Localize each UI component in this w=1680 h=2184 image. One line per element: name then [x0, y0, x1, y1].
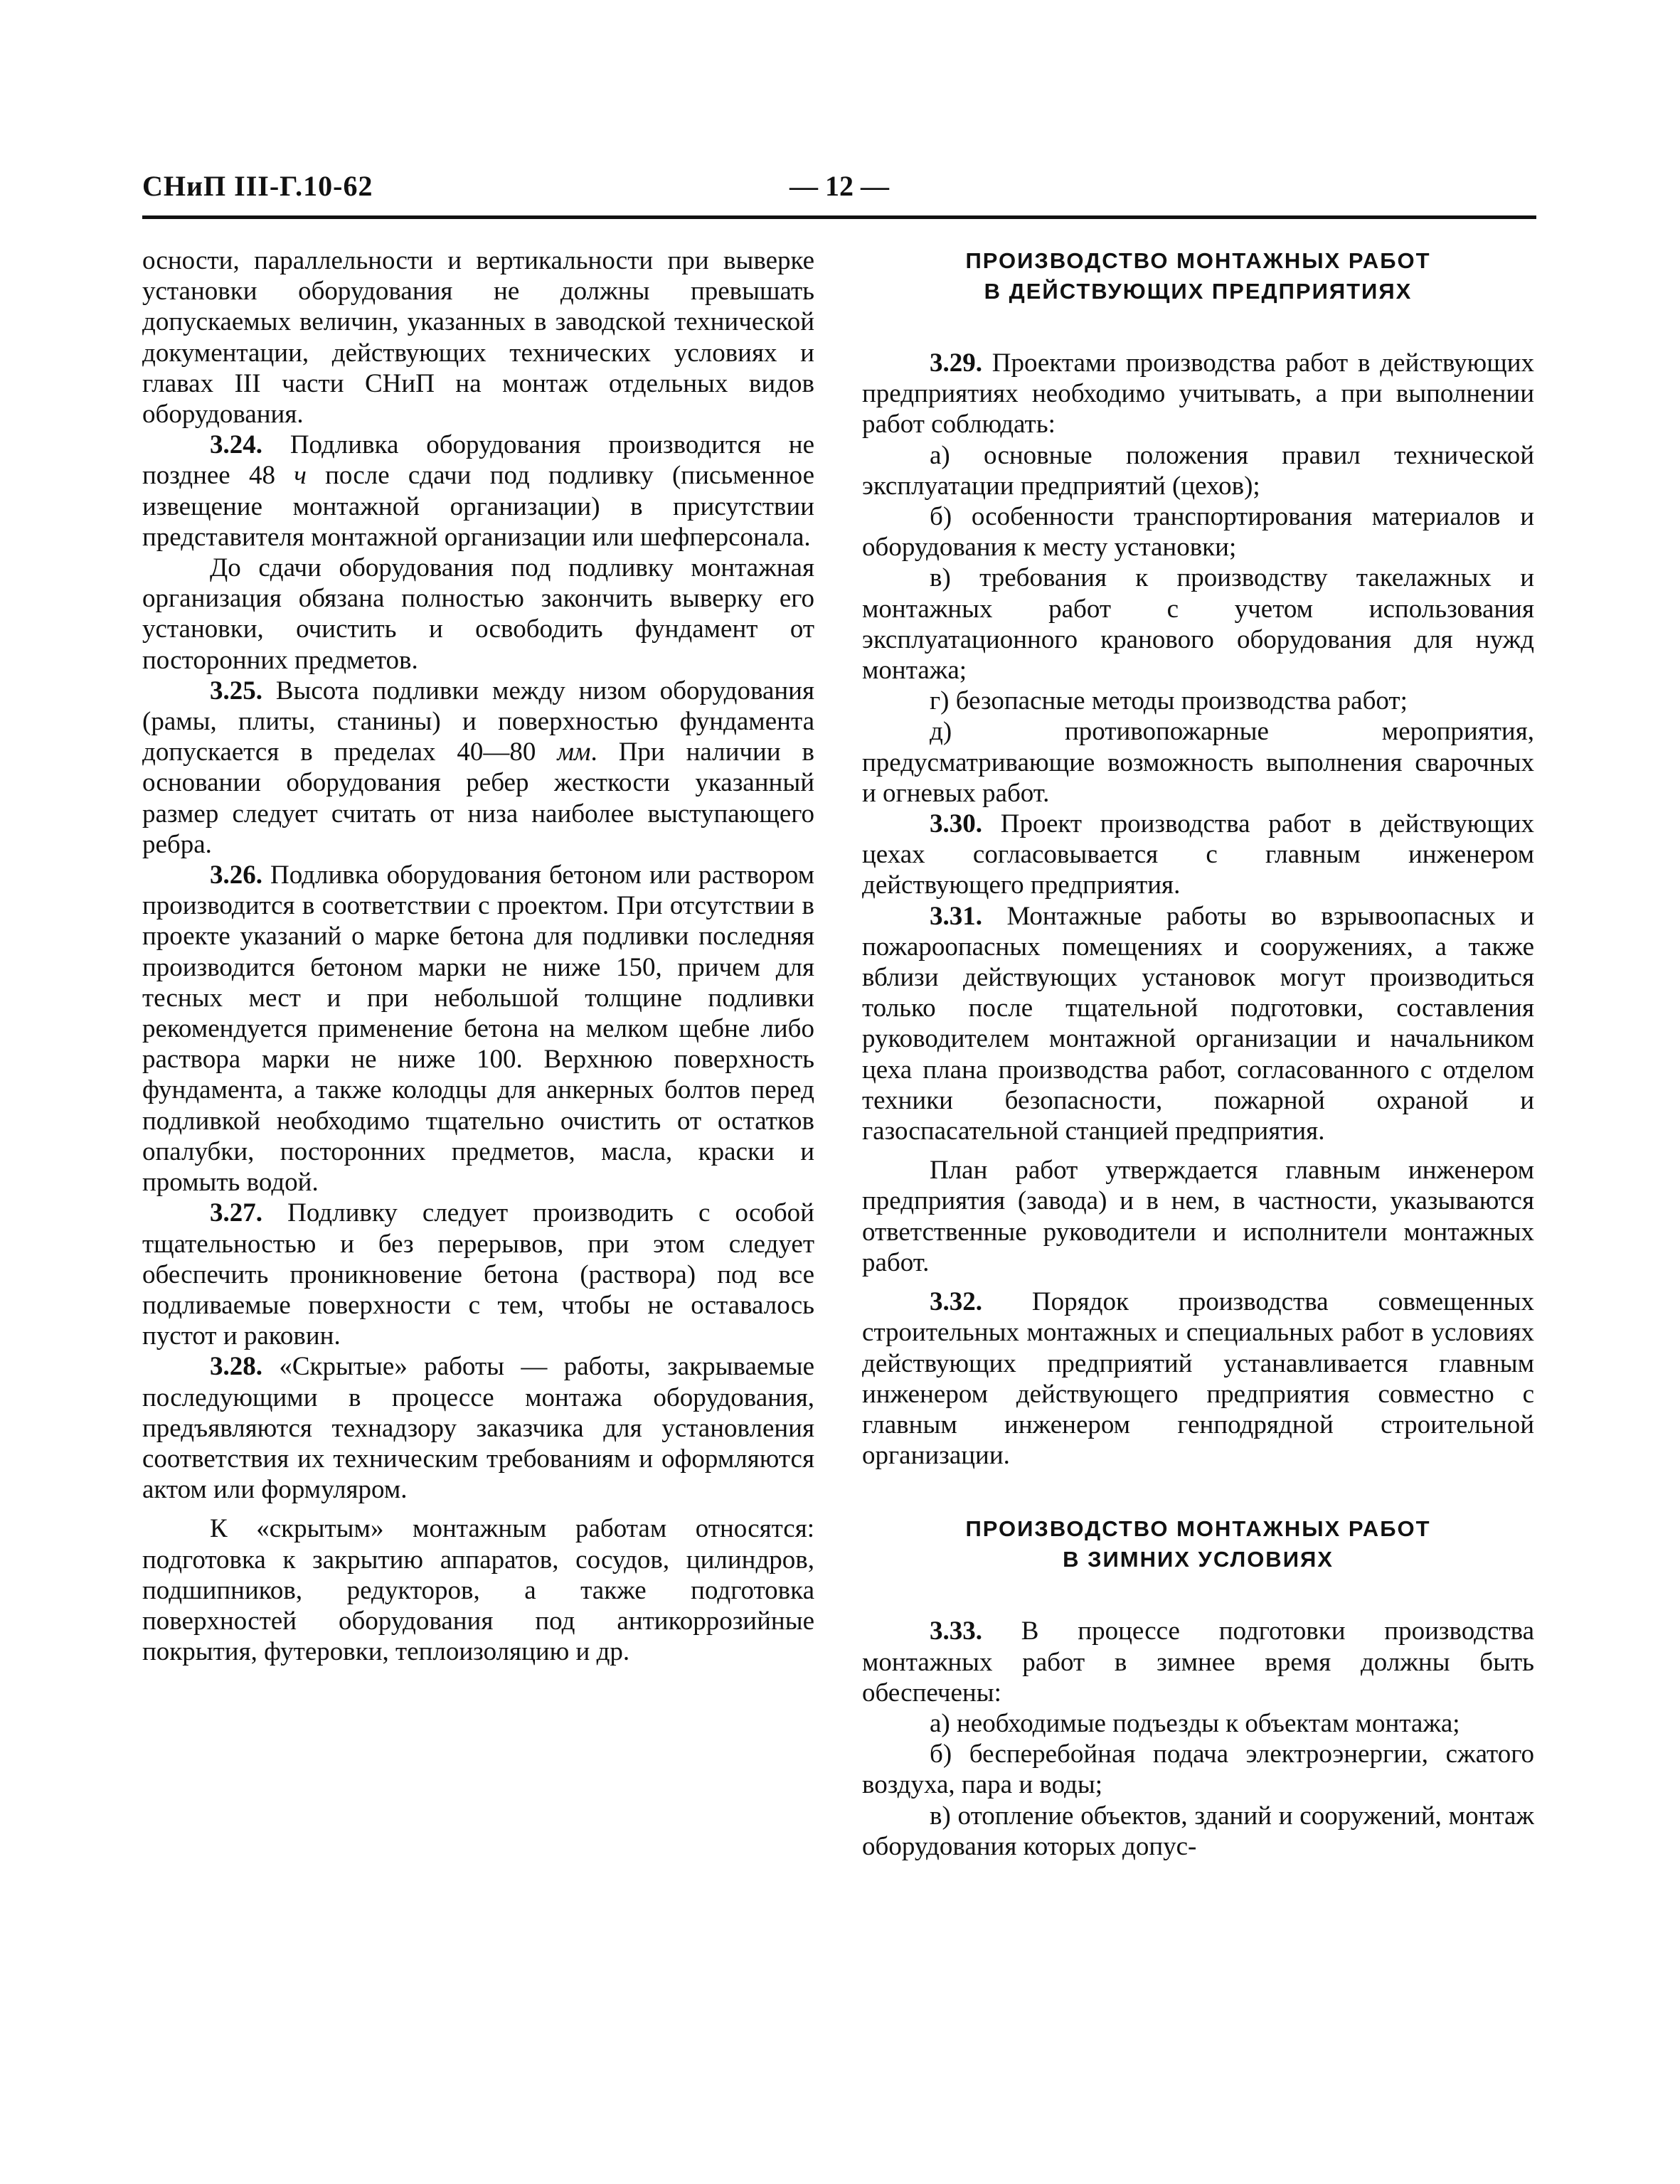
paragraph-continuation: осности, параллельности и вертикальности при выверке установки оборудования не должны превышать допускаемых величин, указанных в заводской технической документации, действующих технических условиях и главах III части СНиП на монтаж отдельных видов оборудования.: [142, 246, 814, 430]
paragraph-text: Подливка оборудования бетоном или раствором производится в соответствии с проектом. При отсутствии в проекте указаний о марке бетона для подливки последняя производится бетоном марки не ниже 150, причем для тесных мест и при небольшой толщине подливки рекомендуется применение бетона на мелком щебне либо раствора марки не ниже 100. Верхнюю поверхность фундамента, а также колодцы для анкерных болтов перед подливкой необходимо тщательно очистить от остатков опалубки, посторонних предметов, масла, краски и промыть водой.: [142, 861, 814, 1198]
paragraph-number: 3.32.: [930, 1287, 982, 1317]
unit-label: мм: [557, 737, 591, 767]
heading-line: В ЗИМНИХ УСЛОВИЯХ: [1063, 1547, 1334, 1572]
document-code: СНиП III-Г.10-62: [142, 170, 373, 202]
paragraph-3-31: [862, 901, 1534, 1147]
paragraph-text: Порядок производства совмещенных строительных монтажных и специальных работ в условиях действующих предприятий устанавливается главным инженером действующего предприятия совместно с главным инженером генподрядной строительной организации.: [862, 1287, 1534, 1471]
paragraph-number: 3.29.: [930, 348, 982, 378]
paragraph-text: . При наличии в основании оборудования ребер жесткости указанный размер следует считать от низа наиболее выступающего ребра.: [142, 737, 815, 859]
paragraph-3-27: [142, 1198, 814, 1351]
heading-line: ПРОИЗВОДСТВО МОНТАЖНЫХ РАБОТ: [965, 1516, 1431, 1542]
list-item-g: г) безопасные методы производства работ;: [930, 686, 1408, 716]
paragraph-number: 3.28.: [210, 1352, 262, 1382]
paragraph-text: Монтажные работы во взрывоопасных и пожароопасных помещениях и сооружениях, а также вблизи действующих установок могут производиться только после тщательной подготовки, составления руководителем монтажной организации и начальником цеха плана производства работ, согласованного с отделом техники безопасности, пожарной охраной и газоспасательной станцией предприятия.: [862, 901, 1534, 1146]
paragraph-text: Подливку следует производить с особой тщательностью и без перерывов, при этом следует обеспечить проникновение бетона (раствора) под все подливаемые поверхности с тем, чтобы не оставалось пустот и раковин.: [142, 1198, 814, 1351]
paragraph-3-33: [862, 1616, 1534, 1708]
paragraph-number: 3.27.: [210, 1198, 262, 1228]
paragraph-number: 3.30.: [930, 809, 982, 839]
paragraph-text: «Скрытые» работы — работы, закрываемые последующими в процессе монтажа оборудования, предъявляются технадзору заказчика для установления соответствия их техническим требованиям и оформляются актом или формуляром.: [142, 1352, 814, 1505]
paragraph-3-32: [862, 1287, 1534, 1471]
paragraph-number: 3.33.: [930, 1616, 982, 1646]
paragraph-3-26: [142, 860, 814, 1198]
paragraph-number: 3.31.: [930, 901, 982, 931]
paragraph-text: Проектами производства работ в действующих предприятиях необходимо учитывать, а при выполнении работ соблюдать:: [862, 348, 1534, 440]
page-header: [142, 169, 1536, 212]
heading-line: ПРОИЗВОДСТВО МОНТАЖНЫХ РАБОТ: [965, 248, 1431, 273]
paragraph-3-24-part-2: До сдачи оборудования под подливку монтажная организация обязана полностью закончить выверку его установки, очистить и освободить фундамент от посторонних предметов.: [142, 553, 814, 675]
paragraph-text: после сдачи под подливку (письменное извещение монтажной организации) в присутствии представителя монтажной организации или шефперсонала.: [142, 461, 815, 552]
paragraph-text: Высота подливки между низом оборудования (рамы, плиты, станины) и поверхностью фундамента допускается в пределах 40—80: [142, 676, 814, 767]
section-heading-existing-enterprises: [862, 245, 1534, 307]
unit-label: ч: [294, 461, 307, 491]
paragraph-number: 3.24.: [210, 430, 262, 460]
list-item-v: в) требования к производству такелажных и монтажных работ с учетом использования эксплуатационного кранового оборудования для нужд монтажа;: [862, 563, 1534, 686]
paragraph-3-30: [862, 809, 1534, 901]
list-item-b: б) особенности транспортирования материалов и оборудования к месту установки;: [862, 502, 1534, 563]
heading-line: В ДЕЙСТВУЮЩИХ ПРЕДПРИЯТИЯХ: [984, 279, 1413, 304]
paragraph-text: Подливка оборудования производится не позднее 48: [142, 430, 814, 491]
page-number: — 12 —: [790, 170, 889, 202]
paragraph-3-28-part-2: К «скрытым» монтажным работам относятся: подготовка к закрытию аппаратов, сосудов, цилиндров, подшипников, редукторов, а также подготовка поверхностей оборудования под антикоррозийные покрытия, футеровки, теплоизоляцию и др.: [142, 1514, 814, 1667]
paragraph-text: В процессе подготовки производства монтажных работ в зимнее время должны быть обеспечены:: [862, 1616, 1534, 1708]
left-column: [142, 245, 814, 1667]
section-heading-winter-conditions: [862, 1513, 1534, 1575]
list-item-b: б) бесперебойная подача электроэнергии, сжатого воздуха, пара и воды;: [862, 1740, 1534, 1800]
paragraph-3-25: [142, 676, 814, 860]
header-rule: [142, 215, 1536, 219]
paragraph-text: Проект производства работ в действующих цехах согласовывается с главным инженером действующего предприятия.: [862, 809, 1534, 900]
list-item-a: а) основные положения правил технической эксплуатации предприятий (цехов);: [862, 440, 1534, 501]
paragraph-3-24: [142, 430, 814, 553]
list-item-v: в) отопление объектов, зданий и сооружений, монтаж оборудования которых допус-: [862, 1801, 1534, 1861]
paragraph-3-31-part-2: План работ утверждается главным инженером предприятия (завода) и в нем, в частности, указываются ответственные руководители и исполнители монтажных работ.: [862, 1156, 1534, 1277]
paragraph-number: 3.26.: [210, 861, 262, 890]
paragraph-number: 3.25.: [210, 676, 262, 705]
list-item-a: а) необходимые подъезды к объектам монтажа;: [930, 1708, 1460, 1738]
paragraph-3-29: [862, 348, 1534, 440]
paragraph-3-28: [142, 1351, 814, 1505]
list-item-d: д) противопожарные мероприятия, предусматривающие возможность выполнения сварочных и огневых работ.: [862, 717, 1534, 808]
right-column: [862, 245, 1534, 1862]
